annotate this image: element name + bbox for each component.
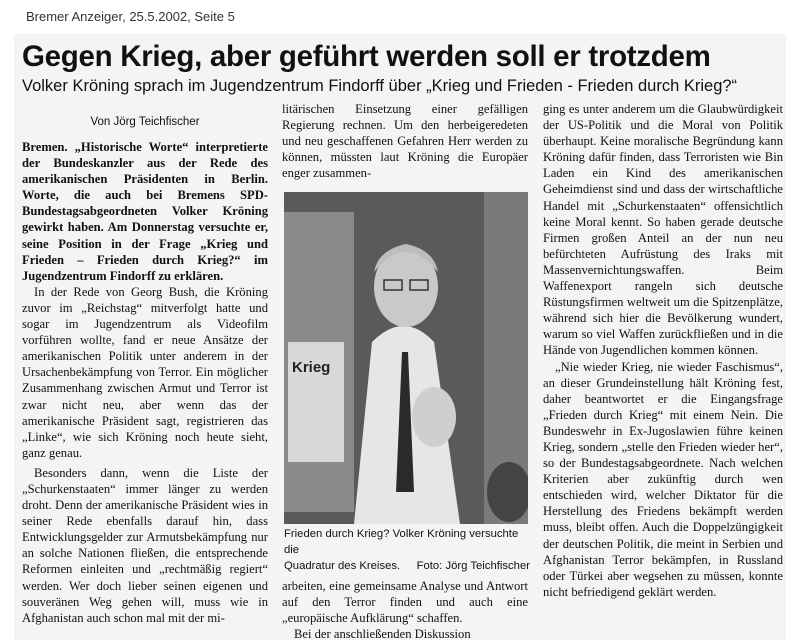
body-paragraph: arbeiten, eine gemeinsame Analyse und Antwort auf den Terror finden und auch eine „europäische Aufklärung“ schaffen. — [282, 579, 528, 626]
headline: Gegen Krieg, aber geführt werden soll er trotzdem — [22, 40, 711, 73]
byline: Von Jörg Teichfischer — [90, 116, 200, 128]
column-3 — [543, 101, 783, 600]
lead-paragraph: Bremen. „Historische Worte“ interpretierte der Bundeskanzler aus der Rede des amerikanischen Präsidenten in Berlin. Worte, die auch bei Bremens SPD-Bundestagsabgeordneten Volker Kröning gewirkt haben. Am Donnerstag versuchte er, seine Position in der Frage „Krieg und Frieden – Frieden durch Krieg?“ im Jugendzentrum Findorff zu erklären. — [22, 140, 268, 283]
photo-credit: Foto: Jörg Teichfischer — [416, 560, 530, 572]
body-paragraph: In der Rede von Georg Bush, die Kröning zuvor im „Reichstag“ mitverfolgt hatte und sogar im Jugendzentrum als Videofilm vorführen wollte, fand er neue Ansätze der amerikanischen Politik unter anderem in der Ursachenbekämpfung von Terror. Ein möglicher Zusammenhang zwischen Armut und Terror ist zwar nicht neu, aber wenn das der amerikanische Präsident sagt, registrieren das „Linke“, wie sich Kröning noch heute sieht, ganz genau. — [22, 284, 268, 460]
column-2-top — [282, 101, 528, 181]
photo-caption — [284, 526, 530, 574]
caption-line-2: Quadratur des Kreises. — [284, 560, 401, 572]
caption-line-1: Frieden durch Krieg? Volker Kröning versuchte die — [284, 528, 519, 556]
article-photo — [284, 192, 528, 524]
body-paragraph: „Nie wieder Krieg, nie wieder Faschismus“, an dieser Grundeinstellung hält Kröning fest, daher beantwortet er die Eingangsfrage „Frieden durch Krieg“ mit einem Nein. Die Bundeswehr in Ex-Jugoslawien führe keinen Krieg, sondern „stelle den Frieden wieder her“, so der Bundestagsabgeordnete. Nach welchen Kriterien aber zukünftig durch wen entschieden wird, welcher Diktator für die Herstellung des Friedens bekämpft werden muss, bleibt offen. Auch die Doppelzüngigkeit der deutschen Politik, die meint in Serbien und Afghanistan Terror bekämpfen, in Russland oder Türkei aber wegsehen zu müssen, konnte nicht befriedigend geklärt werden. — [543, 359, 783, 599]
body-paragraph: litärischen Einsetzung einer gefälligen Regierung rechnen. Um den herbeigeredeten und neu geschaffenen Gefahren Herr werden zu können, müssten laut Kröning die Europäer enger zusammen- — [282, 102, 528, 181]
body-paragraph: ging es unter anderem um die Glaubwürdigkeit der US-Politik und die Moral von Politik überhaupt. Keine moralische Begründung kann Kröning dafür finden, dass Terroristen wie Bin Laden ein Kind des amerikanischen Geheimdienst sind und dass der wirtschaftliche Handel mit „Schurkenstaaten“ offensichtlich keine Moral kennt. So haben gerade deutsche Firmen großen Anteil an der nun neu befürchteten Aufrüstung des Iraks mit Massenvernichtungswaffen. Beim Waffenexport rangeln sich deutsche Rüstungsfirmen weltweit um die Spitzenplätze, während sich hier die Bevölkerung wundert, warum so viel Waffen zurückfließen und in die Hände von Jugendlichen kommen können. — [543, 102, 783, 358]
column-2-bottom — [282, 578, 528, 640]
subheadline: Volker Kröning sprach im Jugendzentrum Findorff über „Krieg und Frieden - Frieden durch Krieg?“ — [22, 77, 738, 95]
body-paragraph: Besonders dann, wenn die Liste der „Schurkenstaaten“ immer länger zu werden droht. Denn der amerikanische Präsident wies in seiner Rede ebenfalls darauf hin, dass Entwicklungsgelder zur Armutsbekämpfung nur an solche Nationen fließen, die entsprechende Reformen einleiten und „rechtmäßig regiert“ werden. Wer doch lieber seinen eigenen und souveränen Weg gehen will, muss wie in Afghanistan auch schon mal mit der mi- — [22, 465, 268, 625]
poster-text: Krieg — [292, 359, 331, 376]
newspaper-clipping — [14, 34, 786, 640]
speaker-photo-illustration — [284, 192, 528, 524]
body-paragraph: Bei der anschließenden Diskussion — [294, 627, 471, 640]
source-line: Bremer Anzeiger, 25.5.2002, Seite 5 — [26, 9, 235, 24]
column-1 — [22, 113, 268, 626]
